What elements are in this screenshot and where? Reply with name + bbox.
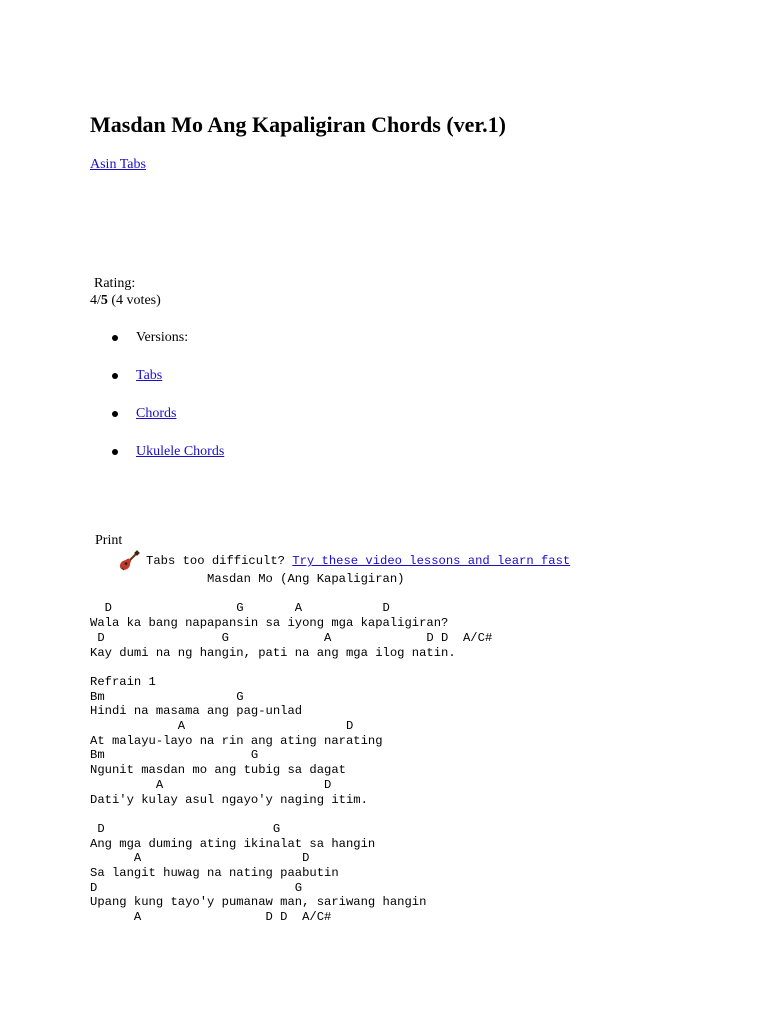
bullet-icon bbox=[112, 411, 118, 417]
video-lessons-promo bbox=[118, 550, 570, 572]
versions-label: Versions: bbox=[136, 330, 189, 345]
guitar-icon bbox=[118, 550, 140, 572]
tab-line: Dati'y kulay asul ngayo'y naging itim. bbox=[90, 792, 368, 807]
tab-line: Ngunit masdan mo ang tubig sa dagat bbox=[90, 763, 346, 778]
rating-score: 4 bbox=[90, 293, 97, 308]
version-link-tabs[interactable]: Tabs bbox=[136, 368, 163, 383]
tab-line: D G bbox=[90, 880, 303, 895]
rating-value: 4/5 (4 votes) bbox=[90, 293, 161, 308]
print-button[interactable]: Print bbox=[95, 533, 123, 548]
video-lessons-link[interactable]: Try these video lessons and learn fast bbox=[292, 554, 571, 568]
tab-line: A D bbox=[90, 851, 310, 866]
version-link-chords[interactable]: Chords bbox=[136, 406, 177, 421]
tab-line: D G bbox=[90, 821, 281, 836]
tab-line: Bm G bbox=[90, 689, 244, 704]
versions-label-item bbox=[112, 329, 224, 367]
tab-line: A D bbox=[90, 777, 332, 792]
promo-text: Tabs too difficult? bbox=[146, 554, 293, 568]
chord-sheet bbox=[90, 572, 492, 925]
bullet-icon bbox=[112, 373, 118, 379]
versions-list bbox=[112, 329, 224, 481]
tab-line: Kay dumi na ng hangin, pati na ang mga ilog natin. bbox=[90, 645, 456, 660]
tab-line: A D D A/C# bbox=[90, 910, 332, 925]
version-link-ukulele-chords[interactable]: Ukulele Chords bbox=[136, 444, 225, 459]
version-item-tabs bbox=[112, 367, 224, 405]
tab-line: Sa langit huwag na nating paabutin bbox=[90, 866, 339, 881]
tab-line: Hindi na masama ang pag-unlad bbox=[90, 704, 303, 719]
artist-link[interactable]: Asin Tabs bbox=[90, 157, 146, 172]
tab-line: A D bbox=[90, 719, 354, 734]
tab-line: D G A D D A/C# bbox=[90, 630, 493, 645]
version-item-ukulele-chords bbox=[112, 443, 224, 481]
tab-line: At malayu-layo na rin ang ating narating bbox=[90, 733, 383, 748]
tab-line: Upang kung tayo'y pumanaw man, sariwang hangin bbox=[90, 895, 427, 910]
tab-line: Masdan Mo (Ang Kapaligiran) bbox=[90, 572, 405, 586]
rating-votes: (4 votes) bbox=[111, 293, 161, 308]
page-title: Masdan Mo Ang Kapaligiran Chords (ver.1) bbox=[90, 112, 507, 137]
rating-max: 5 bbox=[100, 293, 108, 308]
bullet-icon bbox=[112, 449, 118, 455]
version-item-chords bbox=[112, 405, 224, 443]
tab-line: D G A D bbox=[90, 601, 390, 616]
tab-line: Wala ka bang napapansin sa iyong mga kapaligiran? bbox=[90, 616, 449, 631]
bullet-icon bbox=[112, 335, 118, 341]
tab-line: Refrain 1 bbox=[90, 674, 156, 689]
tab-line: Bm G bbox=[90, 748, 259, 763]
tab-line: Ang mga duming ating ikinalat sa hangin bbox=[90, 836, 376, 851]
rating-label: Rating: bbox=[94, 276, 136, 291]
